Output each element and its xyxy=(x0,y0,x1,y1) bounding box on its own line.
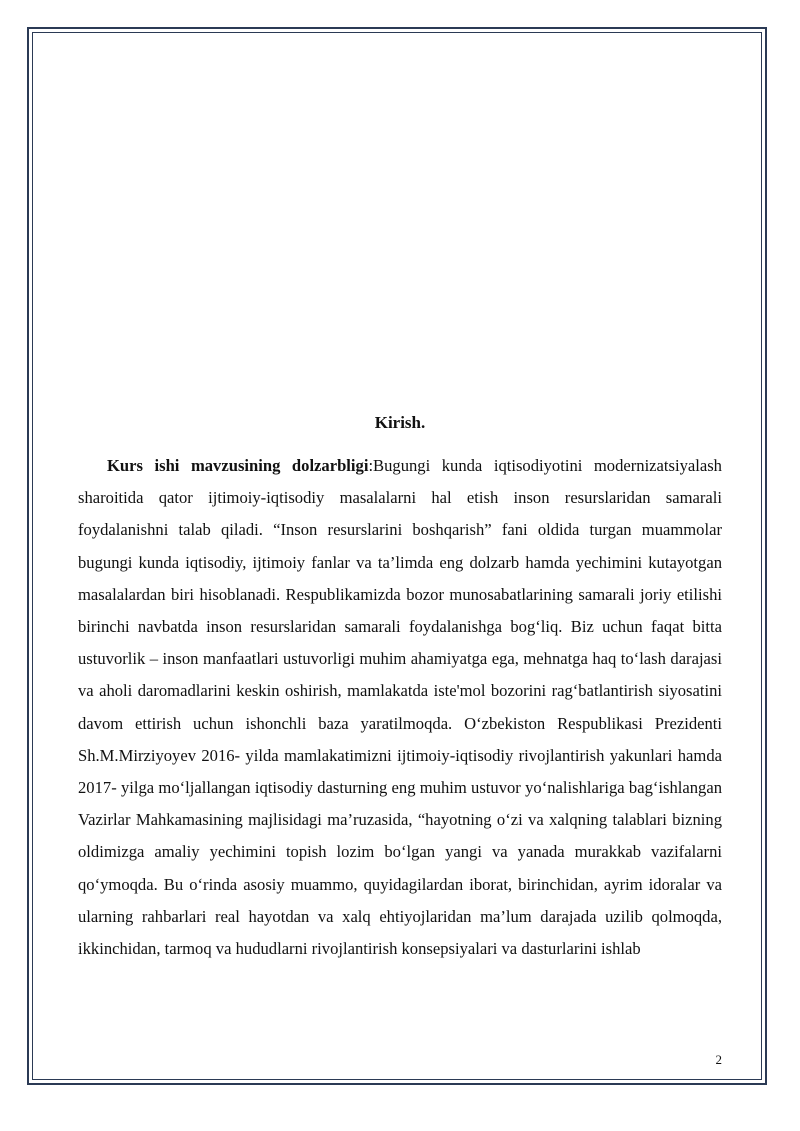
body-paragraph xyxy=(78,450,722,965)
page-number: 2 xyxy=(715,1052,722,1067)
section-heading: Kirish. xyxy=(374,413,426,432)
paragraph-body: :Bugungi kunda iqtisodiyotini modernizatsiyalash sharoitida qator ijtimoiy-iqtisodiy masalalarni hal etish inson resurslaridan samarali foydalanishni talab qiladi. “Inson resurslarini boshqarish” fani oldida turgan muammolar bugungi kunda iqtisodiy, ijtimoiy fanlar va ta’limda eng dolzarb hamda yechimini kutayotgan masalalardan biri hisoblanadi. Respublikamizda bozor munosabatlarining samarali joriy etilishi birinchi navbatda inson resurslaridan samarali foydalanishga bog‘liq. Biz uchun faqat bitta ustuvorlik – inson manfaatlari ustuvorligi muhim ahamiyatga ega, mehnatga haq to‘lash darajasi va aholi daromadlarini keskin oshirish, mamlakatda iste'mol bozorini rag‘batlantirish siyosatini davom ettirish uchun ishonchli baza yaratilmoqda. O‘zbekiston Respublikasi Prezidenti Sh.M.Mirziyoyev 2016- yilda mamlakatimizni ijtimoiy-iqtisodiy rivojlantirish yakunlari hamda 2017- yilga mo‘ljallangan iqtisodiy dasturning eng muhim ustuvor yo‘nalishlariga bag‘ishlangan Vazirlar Mahkamasining majlisidagi ma’ruzasida, “hayotning o‘zi va xalqning talablari bizning oldimizga amaliy yechimini topish lozim bo‘lgan yangi va yanada murakkab vazifalarni qo‘ymoqda. Bu o‘rinda asosiy muammo, quyidagilardan iborat, birinchidan, ayrim idoralar va ularning rahbarlari real hayotdan va xalq ehtiyojlaridan ma’lum darajada uzilib qolmoqda, ikkinchidan, tarmoq va hududlarni rivojlantirish konsepsiyalari va dasturlarini ishlab xyxy=(78,456,722,959)
paragraph-lead: Kurs ishi mavzusining dolzarbligi xyxy=(107,456,369,475)
